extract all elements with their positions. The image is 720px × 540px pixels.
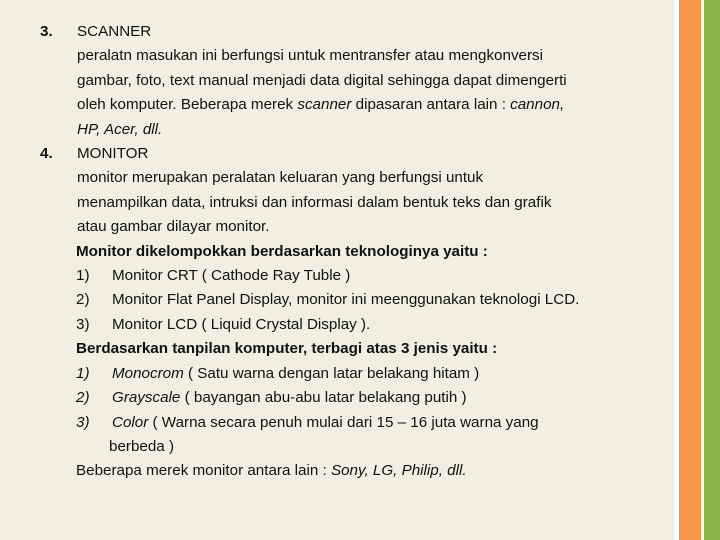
scanner-word: scanner [297, 96, 352, 114]
list-number: 2) [76, 389, 90, 407]
scanner-text: oleh komputer. Beberapa merek [77, 96, 298, 114]
scanner-text: dipasaran antara lain : [351, 96, 511, 114]
scanner-brands-line: HP, Acer, dll. [77, 120, 163, 138]
brands-label: Beberapa merek monitor antara lain : [76, 462, 331, 480]
stripe-green [704, 0, 720, 540]
list-text: Monitor LCD ( Liquid Crystal Display ). [112, 315, 371, 333]
list-number: 1) [76, 364, 90, 382]
display-type-desc: ( Warna secara penuh mulai dari 15 – 16 juta warna yang [148, 413, 539, 431]
scanner-heading-line [40, 20, 670, 44]
display-type-name: Grayscale [112, 389, 181, 407]
display-type-desc: ( Satu warna dengan latar belakang hitam ) [183, 364, 480, 382]
display-type-desc: ( bayangan abu-abu latar belakang putih ) [180, 389, 467, 407]
list-number: 2) [76, 291, 90, 309]
list-number: 3) [76, 315, 90, 333]
stripe-orange [679, 0, 701, 540]
monitor-group-title: Monitor dikelompokkan berdasarkan teknologinya yaitu : [76, 242, 488, 260]
slide-content [40, 20, 670, 484]
scanner-text-line: gambar, foto, text manual menjadi data digital sehingga dapat dimengerti [77, 71, 567, 89]
brands-list: Sony, LG, Philip, dll. [330, 462, 467, 480]
display-type [40, 362, 670, 386]
monitor-text-line: menampilkan data, intruksi dan informasi dalam bentuk teks dan grafik [77, 193, 552, 211]
item-number: 3. [40, 23, 53, 40]
scanner-heading: SCANNER [77, 23, 152, 40]
monitor-heading: MONITOR [77, 145, 149, 163]
monitor-type [40, 288, 670, 312]
item-number: 4. [40, 145, 53, 163]
scanner-text-line: peralatn masukan ini berfungsi untuk mentransfer atau mengkonversi [77, 47, 544, 65]
display-type-name: Monocrom [112, 364, 184, 382]
display-type [40, 411, 670, 435]
display-type [40, 386, 670, 410]
display-title: Berdasarkan tanpilan komputer, terbagi atas 3 jenis yaitu : [76, 340, 498, 358]
monitor-type [40, 264, 670, 288]
display-type-cont: berbeda ) [109, 437, 175, 455]
monitor-type [40, 313, 670, 337]
monitor-heading-line [40, 142, 670, 166]
monitor-brands-line [40, 459, 670, 483]
list-number: 3) [76, 413, 90, 431]
scanner-brand: cannon, [510, 96, 565, 114]
decorative-stripes [674, 0, 720, 540]
monitor-text-line: atau gambar dilayar monitor. [77, 218, 270, 236]
list-number: 1) [76, 267, 90, 285]
display-type-name: Color [112, 413, 149, 431]
list-text: Monitor CRT ( Cathode Ray Tuble ) [112, 267, 351, 285]
scanner-text-line [40, 93, 670, 117]
monitor-text-line: monitor merupakan peralatan keluaran yang berfungsi untuk [77, 169, 484, 187]
list-text: Monitor Flat Panel Display, monitor ini meenggunakan teknologi LCD. [112, 291, 580, 309]
